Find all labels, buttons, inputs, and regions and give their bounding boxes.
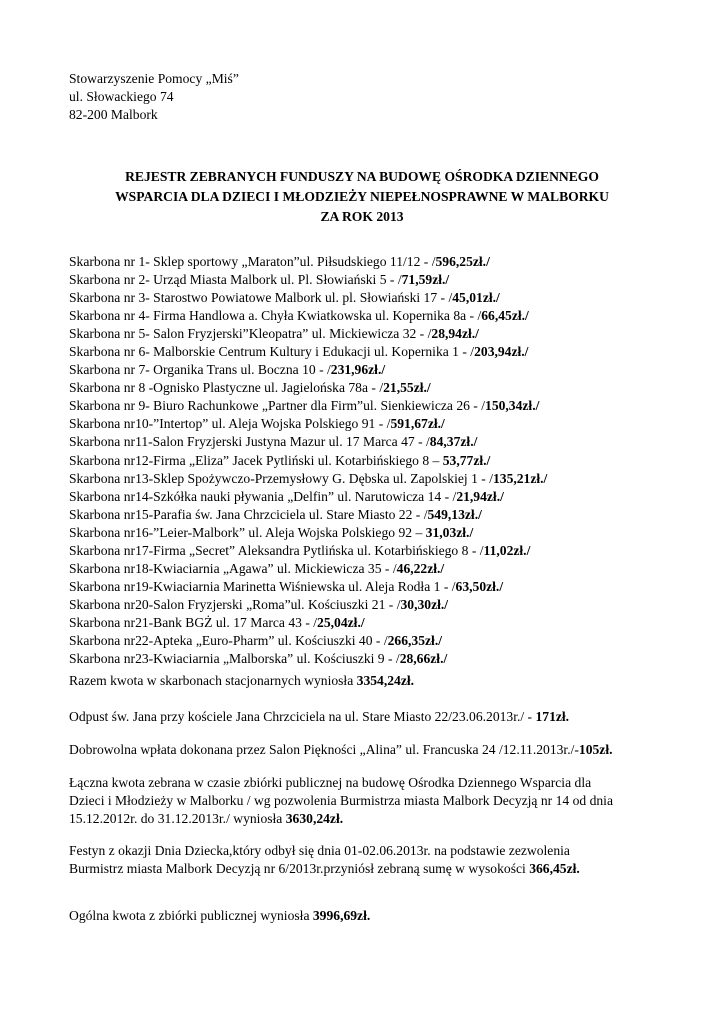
collection-box-amount: 45,01zł./ <box>452 290 500 306</box>
collection-box-row <box>69 361 547 379</box>
total-collection-line-3: 15.12.2012r. do 31.12.2013r./ wyniosła <box>69 810 286 826</box>
sender-street: ul. Słowackiego 74 <box>69 88 174 104</box>
festyn-line-1: Festyn z okazji Dnia Dziecka,który odbył się dnia 01-02.06.2013r. na podstawie zezwolenia <box>69 843 570 858</box>
collection-box-row <box>69 415 547 433</box>
total-collection-amount: 3630,24zł. <box>285 810 344 826</box>
summary-boxes-amount: 3354,24zł. <box>356 673 415 688</box>
collection-box-amount: 21,94zł./ <box>456 488 504 504</box>
collection-box-row <box>69 614 547 632</box>
collection-box-text: Skarbona nr16-”Leier-Malbork” ul. Aleja Wojska Polskiego 92 – <box>69 524 426 540</box>
collection-box-row <box>69 325 547 343</box>
collection-box-amount: 549,13zł./ <box>427 506 482 522</box>
collection-box-amount: 46,22zł./ <box>396 560 445 576</box>
document-title <box>40 167 684 226</box>
total-collection-line-2: Dzieci i Młodzieży w Malborku / wg pozwolenia Burmistrza miasta Malbork Decyzją nr 14 od dnia <box>69 792 613 808</box>
sender-city: 82-200 Malbork <box>69 106 158 122</box>
collection-box-text: Skarbona nr12-Firma „Eliza” Jacek Pytliński ul. Kotarbińskiego 8 – <box>69 452 443 468</box>
collection-box-amount: 25,04zł./ <box>317 614 365 630</box>
collection-box-row <box>69 452 547 470</box>
collection-box-text: Skarbona nr19-Kwiaciarnia Marinetta Wiśniewska ul. Aleja Rodła 1 - / <box>69 578 456 594</box>
collection-box-amount: 30,30zł./ <box>400 596 449 612</box>
collection-box-text: Skarbona nr 9- Biuro Rachunkowe „Partner dla Firm”ul. Sienkiewicza 26 - / <box>69 398 486 414</box>
overall-text: Ogólna kwota z zbiórki publicznej wyniosła <box>69 908 313 923</box>
title-line-2: WSPARCIA DLA DZIECI I MŁODZIEŻY NIEPEŁNOSPRAWNE W MALBORKU <box>115 188 609 204</box>
alina-paragraph <box>69 741 669 759</box>
collection-box-text: Skarbona nr 7- Organika Trans ul. Boczna 10 - / <box>69 362 331 378</box>
total-collection-line-1: Łączna kwota zebrana w czasie zbiórki publicznej na budowę Ośrodka Dziennego Wsparcia dla <box>69 775 592 790</box>
collection-box-row <box>69 560 547 578</box>
collection-box-row <box>69 578 547 596</box>
collection-box-text: Skarbona nr21-Bank BGŻ ul. 17 Marca 43 - / <box>69 614 318 630</box>
collection-box-row <box>69 650 547 668</box>
collection-box-row <box>69 506 547 524</box>
collection-box-row <box>69 397 547 415</box>
collection-box-text: Skarbona nr 5- Salon Fryzjerski”Kleopatra” ul. Mickiewicza 32 - / <box>69 326 432 342</box>
collection-box-amount: 596,25zł./ <box>435 254 490 269</box>
festyn-amount: 366,45zł. <box>529 860 580 876</box>
collection-box-text: Skarbona nr22-Apteka „Euro-Pharm” ul. Kościuszki 40 - / <box>69 632 388 648</box>
collection-box-list <box>69 253 547 668</box>
collection-box-row <box>69 271 547 289</box>
collection-box-text: Skarbona nr18-Kwiaciarnia „Agawa” ul. Mickiewicza 35 - / <box>69 560 397 576</box>
alina-amount: 105zł. <box>578 742 613 757</box>
collection-box-amount: 150,34zł./ <box>485 398 540 414</box>
collection-box-amount: 31,03zł./ <box>425 524 474 540</box>
collection-box-text: Skarbona nr 8 -Ognisko Plastyczne ul. Jagielońska 78a - / <box>69 380 384 396</box>
summary-boxes <box>69 672 669 690</box>
collection-box-amount: 28,66zł./ <box>399 651 448 667</box>
collection-box-row <box>69 488 547 506</box>
collection-box-text: Skarbona nr10-”Intertop” ul. Aleja Wojska Polskiego 91 - / <box>69 416 391 432</box>
collection-box-text: Skarbona nr 4- Firma Handlowa a. Chyła Kwiatkowska ul. Kopernika 8a - / <box>69 308 482 324</box>
collection-box-amount: 135,21zł./ <box>492 470 548 486</box>
collection-box-text: Skarbona nr 2- Urząd Miasta Malbork ul. Pl. Słowiański 5 - / <box>69 272 402 288</box>
collection-box-text: Skarbona nr20-Salon Fryzjerski „Roma”ul. Kościuszki 21 - / <box>69 596 401 612</box>
collection-box-text: Skarbona nr15-Parafia św. Jana Chrzciciela ul. Stare Miasto 22 - / <box>69 506 428 522</box>
title-line-3: ZA ROK 2013 <box>320 208 404 224</box>
title-line-1: REJESTR ZEBRANYCH FUNDUSZY NA BUDOWĘ OŚRODKA DZIENNEGO <box>125 169 599 184</box>
festyn-paragraph <box>69 842 669 878</box>
alina-text: Dobrowolna wpłata dokonana przez Salon Piękności „Alina” ul. Francuska 24 /12.11.2013r./- <box>69 742 579 757</box>
collection-box-row <box>69 596 547 614</box>
overall-amount: 3996,69zł. <box>312 908 371 923</box>
collection-box-amount: 66,45zł./ <box>481 308 529 324</box>
collection-box-row <box>69 433 547 451</box>
collection-box-row <box>69 524 547 542</box>
collection-box-amount: 63,50zł./ <box>455 578 504 594</box>
collection-box-amount: 84,37zł./ <box>429 434 478 450</box>
collection-box-text: Skarbona nr 1- Sklep sportowy „Maraton”ul. Piłsudskiego 11/12 - / <box>69 254 436 269</box>
collection-box-amount: 231,96zł./ <box>330 362 386 378</box>
sender-address <box>69 70 239 123</box>
total-collection-paragraph <box>69 774 669 827</box>
collection-box-text: Skarbona nr 3- Starostwo Powiatowe Malbork ul. pl. Słowiański 17 - / <box>69 290 453 306</box>
odpust-paragraph <box>69 708 669 726</box>
collection-box-row <box>69 470 547 488</box>
collection-box-row <box>69 632 547 650</box>
collection-box-row <box>69 289 547 307</box>
collection-box-row <box>69 307 547 325</box>
collection-box-text: Skarbona nr11-Salon Fryzjerski Justyna Mazur ul. 17 Marca 47 - / <box>69 434 430 450</box>
overall-paragraph <box>69 907 669 925</box>
collection-box-amount: 591,67zł./ <box>390 416 445 432</box>
collection-box-row <box>69 542 547 560</box>
odpust-amount: 171zł. <box>535 709 570 724</box>
summary-boxes-text: Razem kwota w skarbonach stacjonarnych wyniosła <box>69 673 357 688</box>
collection-box-amount: 71,59zł./ <box>401 272 450 288</box>
collection-box-amount: 203,94zł./ <box>474 344 529 360</box>
festyn-line-2: Burmistrz miasta Malbork Decyzją nr 6/2013r.przyniósł zebraną sumę w wysokości <box>69 860 530 876</box>
collection-box-amount: 53,77zł./ <box>442 452 491 468</box>
sender-name: Stowarzyszenie Pomocy „Miś” <box>69 71 239 86</box>
collection-box-row <box>69 343 547 361</box>
collection-box-text: Skarbona nr23-Kwiaciarnia „Malborska” ul. Kościuszki 9 - / <box>69 651 400 667</box>
collection-box-text: Skarbona nr13-Sklep Spożywczo-Przemysłowy G. Dębska ul. Zapolskiej 1 - / <box>69 470 493 486</box>
collection-box-amount: 21,55zł./ <box>383 380 431 396</box>
odpust-text: Odpust św. Jana przy kościele Jana Chrzciciela na ul. Stare Miasto 22/23.06.2013r./ - <box>69 709 536 724</box>
collection-box-amount: 11,02zł./ <box>483 542 531 558</box>
collection-box-amount: 266,35zł./ <box>387 632 442 648</box>
collection-box-row <box>69 253 547 271</box>
collection-box-amount: 28,94zł./ <box>431 326 479 342</box>
collection-box-text: Skarbona nr 6- Malborskie Centrum Kultury i Edukacji ul. Kopernika 1 - / <box>69 344 475 360</box>
collection-box-text: Skarbona nr14-Szkółka nauki pływania „Delfin” ul. Narutowicza 14 - / <box>69 488 457 504</box>
collection-box-text: Skarbona nr17-Firma „Secret” Aleksandra Pytlińska ul. Kotarbińskiego 8 - / <box>69 542 484 558</box>
collection-box-row <box>69 379 547 397</box>
